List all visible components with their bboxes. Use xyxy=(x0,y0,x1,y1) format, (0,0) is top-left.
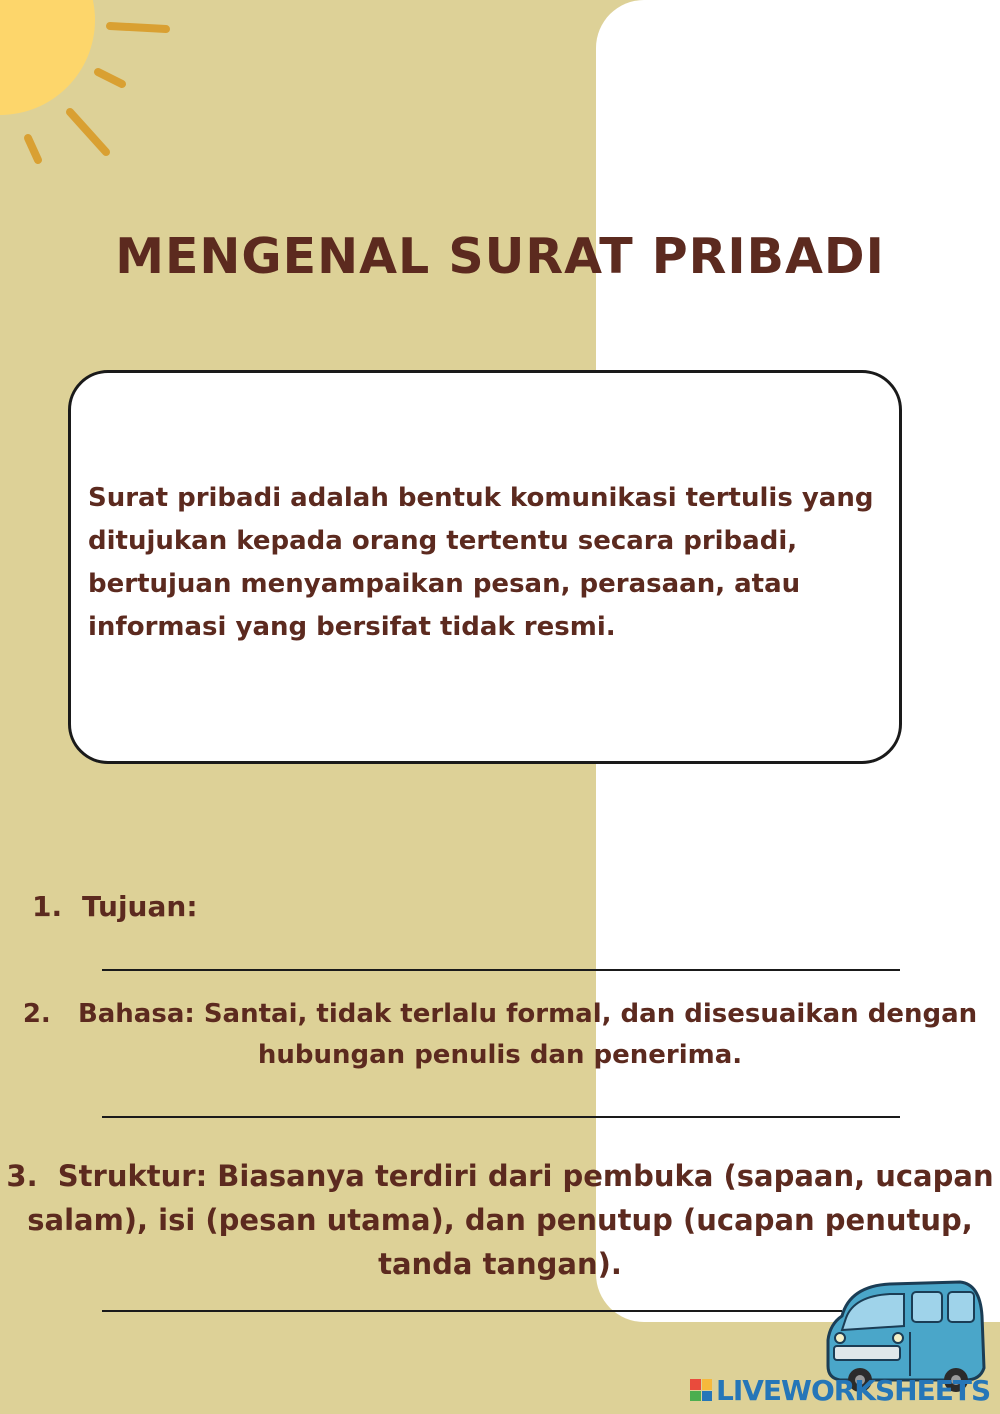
item-struktur xyxy=(0,1154,1000,1286)
item-number: 2. xyxy=(22,999,51,1029)
item-text: Tujuan: xyxy=(82,890,198,923)
watermark-text: LIVEWORKSHEETS xyxy=(716,1373,991,1407)
answer-line-1[interactable] xyxy=(102,969,900,971)
item-number: 1. xyxy=(32,890,63,923)
liveworksheets-logo-icon xyxy=(690,1379,712,1401)
item-tujuan xyxy=(32,890,198,923)
sun-icon xyxy=(0,0,180,180)
liveworksheets-logo xyxy=(690,1372,990,1408)
item-bahasa xyxy=(0,994,1000,1076)
page-title: MENGENAL SURAT PRIBADI xyxy=(115,228,885,285)
item-number: 3. xyxy=(6,1159,38,1193)
answer-line-2[interactable] xyxy=(102,1116,900,1118)
item-text: Struktur: Biasanya terdiri dari pembuka (sapaan, ucapan salam), isi (pesan utama), dan penutup (ucapan penutup, tanda tangan). xyxy=(27,1159,994,1281)
answer-line-3[interactable] xyxy=(102,1310,842,1312)
item-text: Bahasa: Santai, tidak terlalu formal, dan disesuaikan dengan hubungan penulis dan penerima. xyxy=(77,999,978,1070)
definition-text: Surat pribadi adalah bentuk komunikasi tertulis yang ditujukan kepada orang tertentu secara pribadi, bertujuan menyampaikan pesan, perasaan, atau informasi yang bersifat tidak resmi. xyxy=(88,483,874,642)
